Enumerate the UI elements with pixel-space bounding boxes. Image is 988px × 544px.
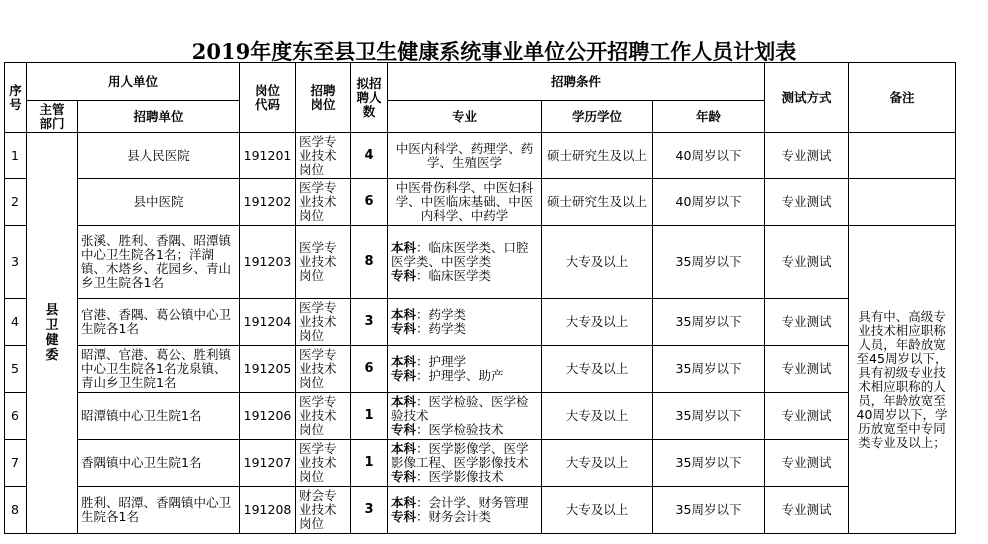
row-seq: 8 xyxy=(5,487,27,534)
row-count: 1 xyxy=(351,440,388,487)
row-age: 40周岁以下 xyxy=(653,133,765,179)
row-code: 191207 xyxy=(240,440,296,487)
row-position: 医学专业技术岗位 xyxy=(296,179,351,226)
row-major xyxy=(388,133,542,179)
row-code: 191204 xyxy=(240,299,296,346)
header-age: 年龄 xyxy=(653,101,765,133)
row-major xyxy=(388,393,542,440)
row-education: 大专及以上 xyxy=(542,346,653,393)
row-age: 35周岁以下 xyxy=(653,393,765,440)
row-seq: 3 xyxy=(5,226,27,299)
row-seq: 6 xyxy=(5,393,27,440)
row-major xyxy=(388,299,542,346)
row-age: 35周岁以下 xyxy=(653,440,765,487)
major-text: ：医学影像学、医学影像工程、医学影像技术 xyxy=(391,441,529,470)
row-unit: 昭潭镇中心卫生院1名 xyxy=(78,393,240,440)
major-text: ：医学检验、医学检验技术 xyxy=(391,394,529,423)
row-seq: 2 xyxy=(5,179,27,226)
table-row xyxy=(5,346,956,393)
major-text: ：临床医学类 xyxy=(416,268,492,283)
row-seq: 1 xyxy=(5,133,27,179)
row-note-empty xyxy=(849,179,956,226)
major-level-label: 专科 xyxy=(391,268,417,283)
row-position: 医学专业技术岗位 xyxy=(296,393,351,440)
row-position: 医学专业技术岗位 xyxy=(296,346,351,393)
table-row xyxy=(5,133,956,179)
row-education: 硕士研究生及以上 xyxy=(542,133,653,179)
row-test: 专业测试 xyxy=(765,226,849,299)
row-major xyxy=(388,440,542,487)
row-major xyxy=(388,346,542,393)
row-code: 191208 xyxy=(240,487,296,534)
header-unit: 招聘单位 xyxy=(78,101,240,133)
row-position: 财会专业技术岗位 xyxy=(296,487,351,534)
row-major xyxy=(388,179,542,226)
row-test: 专业测试 xyxy=(765,299,849,346)
row-unit: 胜利、昭潭、香隅镇中心卫生院各1名 xyxy=(78,487,240,534)
row-test: 专业测试 xyxy=(765,133,849,179)
major-text: ：医学影像技术 xyxy=(416,469,504,484)
row-education: 硕士研究生及以上 xyxy=(542,179,653,226)
row-code: 191202 xyxy=(240,179,296,226)
header-seq: 序号 xyxy=(5,63,27,133)
row-position: 医学专业技术岗位 xyxy=(296,133,351,179)
page-title: 2019年度东至县卫生健康系统事业单位公开招聘工作人员计划表 xyxy=(191,39,797,64)
row-count: 3 xyxy=(351,487,388,534)
row-major xyxy=(388,487,542,534)
major-text: 中医内科学、药理学、药学、生殖医学 xyxy=(395,140,534,170)
table-row xyxy=(5,299,956,346)
row-position: 医学专业技术岗位 xyxy=(296,299,351,346)
major-level-label: 本科 xyxy=(391,240,417,255)
row-count: 3 xyxy=(351,299,388,346)
row-test: 专业测试 xyxy=(765,346,849,393)
header-count: 拟招聘人数 xyxy=(351,63,388,133)
row-unit: 香隅镇中心卫生院1名 xyxy=(78,440,240,487)
major-level-label: 专科 xyxy=(391,509,417,524)
row-code: 191205 xyxy=(240,346,296,393)
row-count: 8 xyxy=(351,226,388,299)
header-dept: 主管部门 xyxy=(27,101,78,133)
major-text: ：药学类 xyxy=(416,321,467,336)
row-education: 大专及以上 xyxy=(542,487,653,534)
major-level-label: 本科 xyxy=(391,354,417,369)
row-unit: 官港、香隅、葛公镇中心卫生院各1名 xyxy=(78,299,240,346)
row-age: 35周岁以下 xyxy=(653,226,765,299)
major-text: ：护理学、助产 xyxy=(416,368,504,383)
major-level-label: 本科 xyxy=(391,495,417,510)
row-major xyxy=(388,226,542,299)
row-unit: 县中医院 xyxy=(78,179,240,226)
major-level-label: 本科 xyxy=(391,307,417,322)
header-test: 测试方式 xyxy=(765,63,849,133)
header-education: 学历学位 xyxy=(542,101,653,133)
header-code: 岗位代码 xyxy=(240,63,296,133)
row-seq: 4 xyxy=(5,299,27,346)
row-test: 专业测试 xyxy=(765,487,849,534)
major-level-label: 本科 xyxy=(391,394,417,409)
row-code: 191206 xyxy=(240,393,296,440)
row-age: 40周岁以下 xyxy=(653,179,765,226)
header-conditions: 招聘条件 xyxy=(388,63,765,101)
header-employer: 用人单位 xyxy=(27,63,240,101)
major-text: ：医学检验技术 xyxy=(416,422,504,437)
major-level-label: 专科 xyxy=(391,469,417,484)
row-seq: 7 xyxy=(5,440,27,487)
row-position: 医学专业技术岗位 xyxy=(296,226,351,299)
table-row xyxy=(5,393,956,440)
row-unit: 张溪、胜利、香隅、昭潭镇中心卫生院各1名；洋湖镇、木塔乡、花园乡、青山乡卫生院各1名 xyxy=(78,226,240,299)
row-count: 4 xyxy=(351,133,388,179)
row-test: 专业测试 xyxy=(765,440,849,487)
row-count: 6 xyxy=(351,346,388,393)
row-note-empty xyxy=(849,133,956,179)
major-level-label: 本科 xyxy=(391,441,417,456)
row-unit: 昭潭、官港、葛公、胜利镇中心卫生院各1名龙泉镇、青山乡卫生院1名 xyxy=(78,346,240,393)
table-row xyxy=(5,487,956,534)
major-level-label: 专科 xyxy=(391,422,417,437)
row-position: 医学专业技术岗位 xyxy=(296,440,351,487)
major-level-label: 专科 xyxy=(391,321,417,336)
major-text: ：财务会计类 xyxy=(416,509,492,524)
row-count: 1 xyxy=(351,393,388,440)
row-unit: 县人民医院 xyxy=(78,133,240,179)
major-text: ：药学类 xyxy=(416,307,467,322)
header-note: 备注 xyxy=(849,63,956,133)
row-age: 35周岁以下 xyxy=(653,346,765,393)
table-row xyxy=(5,226,956,299)
row-age: 35周岁以下 xyxy=(653,299,765,346)
note-text: 具有中、高级专业技术相应职称人员，年龄放宽至45周岁以下，具有初级专业技术相应职称的人员，年龄放宽至40周岁以下，学历放宽至中专同类专业及以上； xyxy=(849,226,956,534)
major-text: ：临床医学类、口腔医学类、中医学类 xyxy=(391,240,529,269)
table-row xyxy=(5,179,956,226)
row-test: 专业测试 xyxy=(765,393,849,440)
table-row xyxy=(5,440,956,487)
major-level-label: 专科 xyxy=(391,368,417,383)
row-code: 191203 xyxy=(240,226,296,299)
row-age: 35周岁以下 xyxy=(653,487,765,534)
header-major: 专业 xyxy=(388,101,542,133)
row-education: 大专及以上 xyxy=(542,299,653,346)
row-education: 大专及以上 xyxy=(542,393,653,440)
row-test: 专业测试 xyxy=(765,179,849,226)
row-education: 大专及以上 xyxy=(542,226,653,299)
major-text: 中医骨伤科学、中医妇科学、中医临床基础、中医内科学、中药学 xyxy=(395,180,534,223)
row-education: 大专及以上 xyxy=(542,440,653,487)
row-seq: 5 xyxy=(5,346,27,393)
row-code: 191201 xyxy=(240,133,296,179)
major-text: ：会计学、财务管理 xyxy=(416,495,529,510)
recruitment-table xyxy=(4,62,956,534)
major-text: ：护理学 xyxy=(416,354,467,369)
dept-name: 县卫健委 xyxy=(27,133,78,534)
row-count: 6 xyxy=(351,179,388,226)
header-position: 招聘岗位 xyxy=(296,63,351,133)
